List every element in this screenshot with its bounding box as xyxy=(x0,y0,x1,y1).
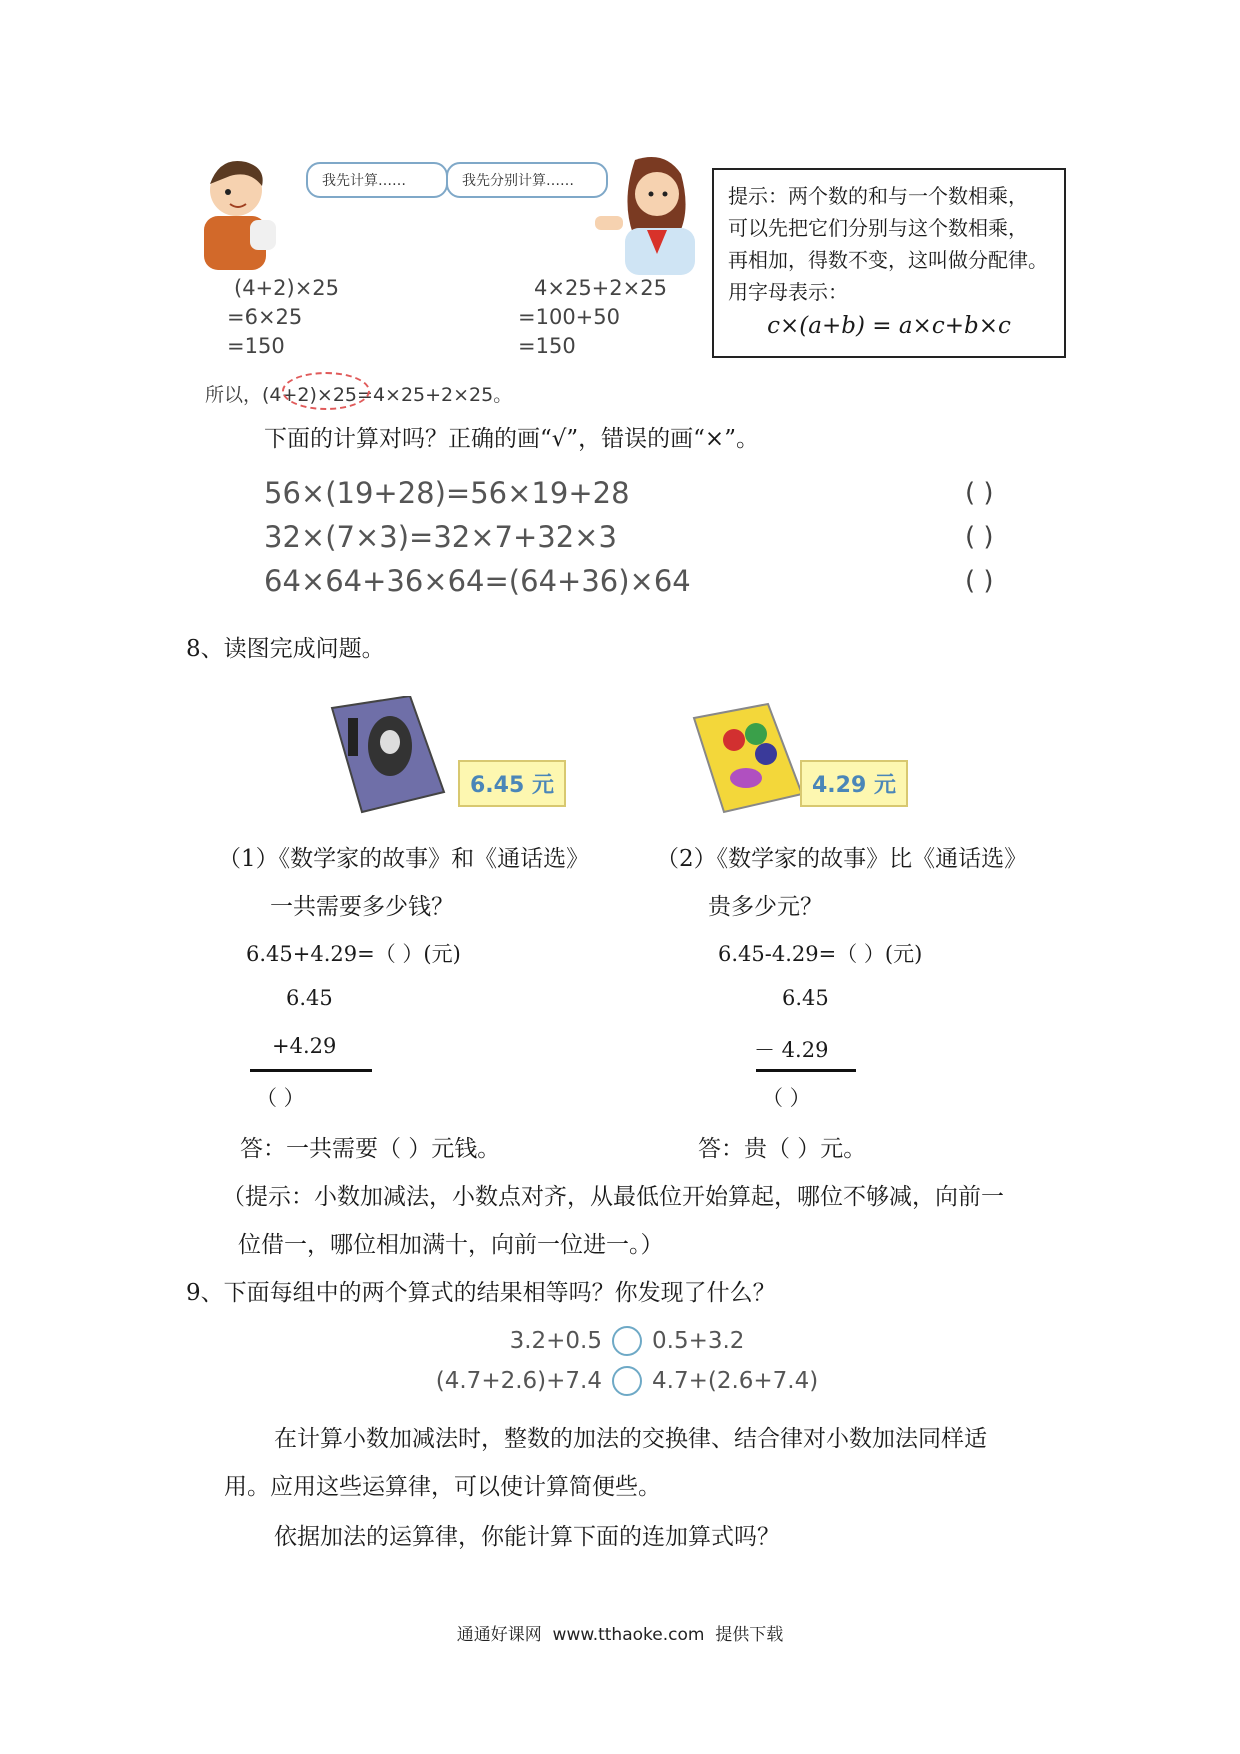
q8-part1-equation: 6.45+4.29=（ ）(元) xyxy=(246,942,461,966)
calc-left-line-3: =150 xyxy=(227,334,285,358)
book-story-collection-image xyxy=(690,702,810,814)
q9-paragraph2: 依据加法的运算律，你能计算下面的连加算式吗？ xyxy=(274,1524,780,1550)
q8-part2-result[interactable]: （ ） xyxy=(762,1086,811,1110)
boy-speech-bubble: 我先计算…… xyxy=(306,162,448,198)
distributive-law-hint-box xyxy=(712,168,1066,358)
judge-blank-1[interactable]: ( ) xyxy=(965,478,994,508)
q8-part1-result[interactable]: （ ） xyxy=(256,1086,305,1110)
q9-title: 9、下面每组中的两个算式的结果相等吗？你发现了什么？ xyxy=(186,1280,776,1306)
q8-hint-line1: （提示：小数加减法，小数点对齐，从最低位开始算起，哪位不够减，向前一 xyxy=(222,1184,1004,1210)
judge-blank-2[interactable]: ( ) xyxy=(965,522,994,552)
calc-left-line-1: (4+2)×25 xyxy=(234,276,340,300)
book-math-stories-image xyxy=(326,696,448,814)
q8-part2-bottom: － 4.29 xyxy=(754,1038,829,1062)
judge-blank-3[interactable]: ( ) xyxy=(965,566,994,596)
judge-expr-1: 56×(19+28)=56×19+28 xyxy=(264,476,630,510)
q8-hint-line2: 位借一，哪位相加满十，向前一位进一。） xyxy=(238,1232,664,1258)
q9-paragraph1-line1: 在计算小数加减法时，整数的加法的交换律、结合律对小数加法同样适 xyxy=(274,1426,987,1452)
book1-price-tag: 6.45 元 xyxy=(458,760,566,807)
q8-part1-sum-line xyxy=(250,1069,372,1072)
girl-speech-bubble: 我先分别计算…… xyxy=(446,162,608,198)
hint-line-4: 用字母表示： xyxy=(728,280,848,304)
hint-line-3: 再相加，得数不变，这叫做分配律。 xyxy=(728,248,1048,272)
q8-part2-line2: 贵多少元？ xyxy=(708,894,823,920)
page-footer: 通通好课网 www.tthaoke.com 提供下载 xyxy=(456,1625,784,1645)
q9-row2-left: (4.7+2.6)+7.4 xyxy=(435,1368,602,1394)
distributive-formula: c×(a+b) = a×c+b×c xyxy=(767,313,1011,339)
judge-instruction: 下面的计算对吗？正确的画“√”，错误的画“×”。 xyxy=(264,426,759,452)
q8-part1-top: 6.45 xyxy=(286,986,333,1010)
q8-part1-bottom: +4.29 xyxy=(272,1034,337,1058)
q8-part1-line2: 一共需要多少钱？ xyxy=(270,894,454,920)
book2-price-tag: 4.29 元 xyxy=(800,760,908,807)
judge-expr-3: 64×64+36×64=(64+36)×64 xyxy=(264,564,691,598)
q8-part2-difference-line xyxy=(756,1069,856,1072)
q8-part2-equation: 6.45-4.29=（ ）(元) xyxy=(718,942,923,966)
q8-part2-answer: 答：贵（ ）元。 xyxy=(698,1136,867,1162)
girl-illustration xyxy=(595,150,705,275)
calc-right-line-3: =150 xyxy=(518,334,576,358)
boy-illustration xyxy=(190,150,290,270)
q8-part2-top: 6.45 xyxy=(782,986,829,1010)
calc-right-line-2: =100+50 xyxy=(518,305,620,329)
q8-part1-answer: 答：一共需要（ ）元钱。 xyxy=(240,1136,501,1162)
conclusion-line: 所以，(4+2)×25=4×25+2×25。 xyxy=(205,384,513,406)
q9-row1-left: 3.2+0.5 xyxy=(509,1328,602,1354)
q9-row1-compare-circle[interactable] xyxy=(612,1326,642,1356)
q8-part2-line1: （2）《数学家的故事》比《通话选》 xyxy=(656,846,1028,872)
red-dashed-circle xyxy=(282,372,370,410)
q9-row2-compare-circle[interactable] xyxy=(612,1366,642,1396)
q9-row2-right: 4.7+(2.6+7.4) xyxy=(652,1368,819,1394)
judge-expr-2: 32×(7×3)=32×7+32×3 xyxy=(264,520,617,554)
hint-line-1: 提示：两个数的和与一个数相乘， xyxy=(728,184,1028,208)
q9-paragraph1-line2: 用。应用这些运算律，可以使计算简便些。 xyxy=(224,1474,661,1500)
q8-title: 8、读图完成问题。 xyxy=(186,636,385,662)
calc-right-line-1: 4×25+2×25 xyxy=(534,276,667,300)
hint-line-2: 可以先把它们分别与这个数相乘， xyxy=(728,216,1028,240)
q9-row1-right: 0.5+3.2 xyxy=(652,1328,745,1354)
q8-part1-line1: （1）《数学家的故事》和《通话选》 xyxy=(218,846,590,872)
calc-left-line-2: =6×25 xyxy=(227,305,303,329)
